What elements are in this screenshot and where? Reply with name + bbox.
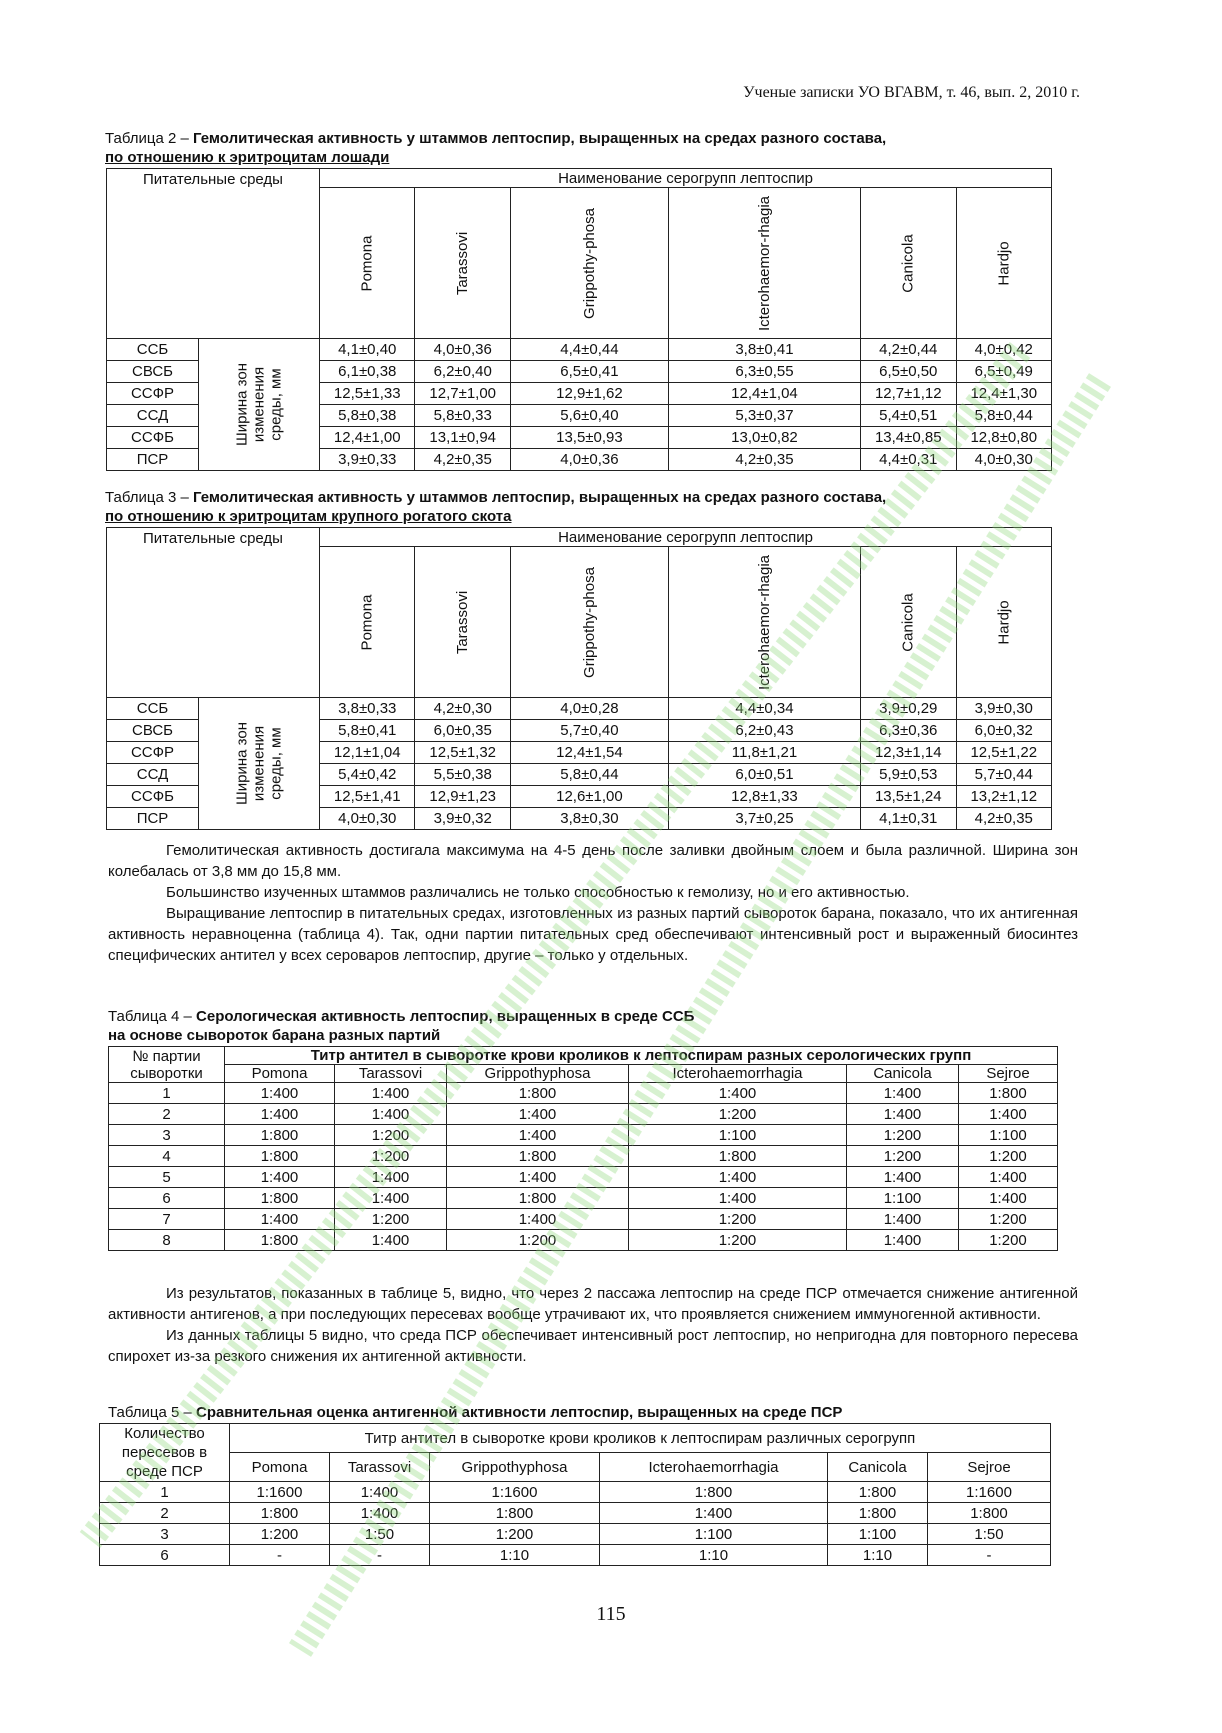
value-cell: 4,2±0,44 bbox=[861, 339, 956, 361]
value-cell: 12,9±1,23 bbox=[415, 786, 510, 808]
row-number-cell: 6 bbox=[109, 1188, 225, 1209]
strain-header bbox=[415, 547, 510, 698]
table3-caption bbox=[105, 488, 886, 526]
row-number-cell: 2 bbox=[100, 1503, 230, 1524]
strain-header: Grippothyphosa bbox=[447, 1065, 629, 1083]
value-cell: 3,9±0,30 bbox=[956, 698, 1052, 720]
paragraph: Из данных таблицы 5 видно, что среда ПСР обеспечивает интенсивный рост лептоспир, но непригодна для повторного пересева спирохет из-за резкого снижения их антигенной активности. bbox=[108, 1327, 1078, 1365]
value-cell: 1:200 bbox=[629, 1230, 847, 1251]
value-cell: 6,2±0,43 bbox=[668, 720, 860, 742]
strain-label: Hardjo bbox=[995, 599, 1013, 645]
medium-cell: СВСБ bbox=[107, 361, 199, 383]
value-cell: 1:10 bbox=[828, 1545, 928, 1566]
value-cell: 1:400 bbox=[225, 1167, 335, 1188]
value-cell: 1:1600 bbox=[230, 1482, 330, 1503]
value-cell: 1:400 bbox=[959, 1188, 1058, 1209]
strain-header: Canicola bbox=[847, 1065, 959, 1083]
value-cell: 12,4±1,04 bbox=[668, 383, 860, 405]
paragraph: Гемолитическая активность достигала максимума на 4-5 день после заливки двойным слоем и была различной. Ширина зон колебалась от 3,8 мм до 15,8 мм. bbox=[108, 842, 1078, 880]
value-cell: 12,7±1,12 bbox=[861, 383, 956, 405]
value-cell: 4,0±0,28 bbox=[510, 698, 668, 720]
value-cell: 4,4±0,31 bbox=[861, 449, 956, 471]
table2-caption-title-2: по отношению к эритроцитам лошади bbox=[105, 149, 390, 166]
value-cell: 1:400 bbox=[335, 1104, 447, 1125]
strain-label: Pomona bbox=[358, 235, 376, 291]
strain-header: Icterohaemorrhagia bbox=[629, 1065, 847, 1083]
strain-label: Grippothy-phosa bbox=[580, 207, 598, 319]
side-label-cell bbox=[199, 698, 320, 830]
value-cell: 4,0±0,36 bbox=[415, 339, 510, 361]
table3-group-header: Наименование серогрупп лептоспир bbox=[320, 528, 1052, 547]
strain-label: Hardjo bbox=[995, 240, 1013, 286]
table-row bbox=[107, 698, 1052, 720]
value-cell: 6,5±0,50 bbox=[861, 361, 956, 383]
value-cell: 1:800 bbox=[629, 1146, 847, 1167]
value-cell: 4,2±0,30 bbox=[415, 698, 510, 720]
value-cell: 4,2±0,35 bbox=[415, 449, 510, 471]
table-row bbox=[100, 1482, 1051, 1503]
value-cell: 1:1600 bbox=[430, 1482, 600, 1503]
value-cell: 4,0±0,36 bbox=[510, 449, 668, 471]
strain-header bbox=[510, 188, 668, 339]
value-cell: 12,4±1,00 bbox=[320, 427, 415, 449]
value-cell: 1:400 bbox=[629, 1188, 847, 1209]
value-cell: 13,2±1,12 bbox=[956, 786, 1052, 808]
value-cell: 1:800 bbox=[447, 1083, 629, 1104]
value-cell: 1:100 bbox=[600, 1524, 828, 1545]
value-cell: 4,0±0,30 bbox=[956, 449, 1052, 471]
value-cell: 5,8±0,44 bbox=[956, 405, 1052, 427]
value-cell: 1:800 bbox=[600, 1482, 828, 1503]
strain-header bbox=[415, 188, 510, 339]
strain-label: Icterohaemor-rhagia bbox=[755, 554, 773, 690]
value-cell: 3,8±0,33 bbox=[320, 698, 415, 720]
table2-caption-title-1: Гемолитическая активность у штаммов лептоспир, выращенных на средах разного состава, bbox=[193, 130, 887, 147]
value-cell: 1:800 bbox=[225, 1188, 335, 1209]
value-cell: 3,9±0,32 bbox=[415, 808, 510, 830]
row-number-cell: 5 bbox=[109, 1167, 225, 1188]
value-cell: 1:400 bbox=[447, 1104, 629, 1125]
value-cell: 1:400 bbox=[225, 1083, 335, 1104]
side-label-cell bbox=[199, 339, 320, 471]
strain-label: Canicola bbox=[899, 233, 917, 293]
strain-label: Canicola bbox=[899, 592, 917, 652]
value-cell: 4,2±0,35 bbox=[668, 449, 860, 471]
table5-caption-title-1: Сравнительная оценка антигенной активности лептоспир, выращенных на среде ПСР bbox=[196, 1404, 843, 1421]
value-cell: - bbox=[928, 1545, 1051, 1566]
value-cell: 1:100 bbox=[847, 1188, 959, 1209]
value-cell: 1:400 bbox=[330, 1482, 430, 1503]
value-cell: 5,6±0,40 bbox=[510, 405, 668, 427]
medium-cell: ПСР bbox=[107, 808, 199, 830]
value-cell: 1:800 bbox=[225, 1125, 335, 1146]
value-cell: 1:400 bbox=[335, 1230, 447, 1251]
value-cell: 6,3±0,55 bbox=[668, 361, 860, 383]
value-cell: 1:400 bbox=[330, 1503, 430, 1524]
value-cell: 13,5±0,93 bbox=[510, 427, 668, 449]
value-cell: 1:800 bbox=[430, 1503, 600, 1524]
value-cell: 1:800 bbox=[447, 1146, 629, 1167]
row-number-cell: 3 bbox=[109, 1125, 225, 1146]
medium-cell: ССФБ bbox=[107, 427, 199, 449]
strain-header bbox=[956, 188, 1052, 339]
value-cell: 4,1±0,31 bbox=[861, 808, 956, 830]
value-cell: - bbox=[330, 1545, 430, 1566]
value-cell: 1:800 bbox=[828, 1503, 928, 1524]
table-row bbox=[109, 1209, 1058, 1230]
value-cell: 6,3±0,36 bbox=[861, 720, 956, 742]
value-cell: 1:200 bbox=[629, 1209, 847, 1230]
value-cell: 1:50 bbox=[330, 1524, 430, 1545]
value-cell: 3,8±0,30 bbox=[510, 808, 668, 830]
side-label: Ширина зон изменения среды, мм bbox=[233, 722, 285, 805]
table4 bbox=[108, 1046, 1058, 1251]
value-cell: 6,0±0,35 bbox=[415, 720, 510, 742]
strain-label: Grippothy-phosa bbox=[580, 566, 598, 678]
value-cell: 1:200 bbox=[847, 1146, 959, 1167]
table2-group-header: Наименование серогрупп лептоспир bbox=[320, 169, 1052, 188]
side-label: Ширина зон изменения среды, мм bbox=[233, 363, 285, 446]
table-row bbox=[100, 1524, 1051, 1545]
value-cell: 1:200 bbox=[335, 1146, 447, 1167]
value-cell: 1:200 bbox=[430, 1524, 600, 1545]
paragraph: Большинство изученных штаммов различались не только способностью к гемолизу, но и его активностью. bbox=[166, 884, 910, 901]
value-cell: 12,6±1,00 bbox=[510, 786, 668, 808]
strain-header: Sejroe bbox=[928, 1453, 1051, 1482]
table3 bbox=[106, 527, 1052, 830]
table-row bbox=[109, 1230, 1058, 1251]
row-number-cell: 8 bbox=[109, 1230, 225, 1251]
value-cell: 12,4±1,54 bbox=[510, 742, 668, 764]
value-cell: 6,0±0,51 bbox=[668, 764, 860, 786]
journal-header: Ученые записки УО ВГАВМ, т. 46, вып. 2, 2010 г. bbox=[743, 84, 1080, 101]
paragraph: Из результатов, показанных в таблице 5, видно, что через 2 пассажа лептоспир на среде ПСР отмечается снижение антигенной активности антигенов, а при последующих пересевах вообще утрачивают их, что проявляется снижением иммуногенной активности. bbox=[108, 1285, 1078, 1323]
row-number-cell: 2 bbox=[109, 1104, 225, 1125]
value-cell: 1:400 bbox=[447, 1167, 629, 1188]
strain-header bbox=[320, 547, 415, 698]
value-cell: 1:400 bbox=[629, 1167, 847, 1188]
table2-caption-prefix: Таблица 2 – bbox=[105, 130, 194, 147]
table2 bbox=[106, 168, 1052, 471]
value-cell: 1:400 bbox=[847, 1104, 959, 1125]
value-cell: 5,4±0,51 bbox=[861, 405, 956, 427]
value-cell: 4,0±0,30 bbox=[320, 808, 415, 830]
strain-header: Tarassovi bbox=[330, 1453, 430, 1482]
value-cell: 1:400 bbox=[335, 1167, 447, 1188]
strain-label: Pomona bbox=[358, 594, 376, 650]
table4-batch-header: № партии сыворотки bbox=[109, 1047, 225, 1083]
strain-header bbox=[668, 188, 860, 339]
table4-caption-title-1: Серологическая активность лептоспир, выращенных в среде ССБ bbox=[196, 1008, 695, 1025]
medium-cell: ССФБ bbox=[107, 786, 199, 808]
value-cell: 1:10 bbox=[600, 1545, 828, 1566]
value-cell: 12,7±1,00 bbox=[415, 383, 510, 405]
strain-header bbox=[510, 547, 668, 698]
table5-group-header: Титр антител в сыворотке крови кроликов к лептоспирам различных серогрупп bbox=[230, 1424, 1051, 1453]
value-cell: 12,5±1,41 bbox=[320, 786, 415, 808]
table-row bbox=[109, 1167, 1058, 1188]
value-cell: 3,9±0,33 bbox=[320, 449, 415, 471]
medium-cell: ССБ bbox=[107, 339, 199, 361]
strain-header bbox=[320, 188, 415, 339]
value-cell: 4,0±0,42 bbox=[956, 339, 1052, 361]
medium-cell: ССФР bbox=[107, 383, 199, 405]
value-cell: 3,9±0,29 bbox=[861, 698, 956, 720]
table4-group-header: Титр антител в сыворотке крови кроликов к лептоспирам разных серологических групп bbox=[225, 1047, 1058, 1065]
row-number-cell: 1 bbox=[100, 1482, 230, 1503]
value-cell: 1:400 bbox=[600, 1503, 828, 1524]
value-cell: 1:1600 bbox=[928, 1482, 1051, 1503]
value-cell: - bbox=[230, 1545, 330, 1566]
value-cell: 13,5±1,24 bbox=[861, 786, 956, 808]
medium-cell: ССД bbox=[107, 764, 199, 786]
medium-cell: ССД bbox=[107, 405, 199, 427]
value-cell: 1:200 bbox=[959, 1146, 1058, 1167]
table4-caption bbox=[108, 1007, 694, 1045]
table3-caption-title-2: по отношению к эритроцитам крупного рогатого скота bbox=[105, 508, 512, 525]
value-cell: 12,1±1,04 bbox=[320, 742, 415, 764]
value-cell: 6,5±0,49 bbox=[956, 361, 1052, 383]
value-cell: 1:800 bbox=[225, 1230, 335, 1251]
strain-header bbox=[956, 547, 1052, 698]
value-cell: 1:400 bbox=[847, 1167, 959, 1188]
table-row bbox=[100, 1503, 1051, 1524]
value-cell: 5,8±0,33 bbox=[415, 405, 510, 427]
value-cell: 3,8±0,41 bbox=[668, 339, 860, 361]
row-number-cell: 6 bbox=[100, 1545, 230, 1566]
value-cell: 1:800 bbox=[230, 1503, 330, 1524]
value-cell: 4,1±0,40 bbox=[320, 339, 415, 361]
table4-caption-prefix: Таблица 4 – bbox=[108, 1008, 197, 1025]
value-cell: 4,2±0,35 bbox=[956, 808, 1052, 830]
table2-media-header: Питательные среды bbox=[107, 169, 320, 339]
value-cell: 5,5±0,38 bbox=[415, 764, 510, 786]
medium-cell: ССФР bbox=[107, 742, 199, 764]
value-cell: 4,4±0,34 bbox=[668, 698, 860, 720]
strain-header: Pomona bbox=[230, 1453, 330, 1482]
table-row bbox=[109, 1104, 1058, 1125]
table5-count-header: Количество пересевов в среде ПСР bbox=[100, 1424, 230, 1482]
value-cell: 5,7±0,40 bbox=[510, 720, 668, 742]
table-row bbox=[109, 1125, 1058, 1146]
paragraph: Выращивание лептоспир в питательных средах, изготовленных из разных партий сывороток барана, показало, что их антигенная активность неравноценна (таблица 4). Так, одни партии питательных сред обеспечивают интенсивный рост и выраженный биосинтез специфических антител у всех сероваров лептоспир, другие – только у отдельных. bbox=[108, 905, 1078, 964]
strain-header: Sejroe bbox=[959, 1065, 1058, 1083]
value-cell: 1:400 bbox=[959, 1167, 1058, 1188]
table5 bbox=[99, 1423, 1051, 1566]
row-number-cell: 7 bbox=[109, 1209, 225, 1230]
value-cell: 1:400 bbox=[629, 1083, 847, 1104]
value-cell: 1:800 bbox=[928, 1503, 1051, 1524]
value-cell: 1:400 bbox=[335, 1083, 447, 1104]
value-cell: 1:10 bbox=[430, 1545, 600, 1566]
value-cell: 1:50 bbox=[928, 1524, 1051, 1545]
table-row bbox=[109, 1188, 1058, 1209]
value-cell: 5,8±0,44 bbox=[510, 764, 668, 786]
table5-caption bbox=[108, 1403, 842, 1422]
value-cell: 6,5±0,41 bbox=[510, 361, 668, 383]
value-cell: 12,8±0,80 bbox=[956, 427, 1052, 449]
value-cell: 12,3±1,14 bbox=[861, 742, 956, 764]
value-cell: 13,1±0,94 bbox=[415, 427, 510, 449]
value-cell: 11,8±1,21 bbox=[668, 742, 860, 764]
value-cell: 4,4±0,44 bbox=[510, 339, 668, 361]
strain-header: Pomona bbox=[225, 1065, 335, 1083]
value-cell: 12,5±1,33 bbox=[320, 383, 415, 405]
body-paragraphs-2 bbox=[108, 1283, 1078, 1367]
value-cell: 1:400 bbox=[225, 1104, 335, 1125]
strain-label: Tarassovi bbox=[454, 590, 472, 654]
value-cell: 1:200 bbox=[335, 1125, 447, 1146]
strain-header: Icterohaemorrhagia bbox=[600, 1453, 828, 1482]
table-row bbox=[109, 1146, 1058, 1167]
value-cell: 3,7±0,25 bbox=[668, 808, 860, 830]
value-cell: 5,3±0,37 bbox=[668, 405, 860, 427]
value-cell: 5,4±0,42 bbox=[320, 764, 415, 786]
value-cell: 5,9±0,53 bbox=[861, 764, 956, 786]
page-number: 115 bbox=[596, 1603, 626, 1625]
table3-caption-prefix: Таблица 3 – bbox=[105, 489, 194, 506]
medium-cell: СВСБ bbox=[107, 720, 199, 742]
value-cell: 1:400 bbox=[847, 1230, 959, 1251]
table-row bbox=[100, 1545, 1051, 1566]
table2-caption bbox=[105, 129, 886, 167]
table-row bbox=[109, 1083, 1058, 1104]
value-cell: 1:400 bbox=[847, 1083, 959, 1104]
value-cell: 1:400 bbox=[959, 1104, 1058, 1125]
table4-caption-title-2: на основе сывороток барана разных партий bbox=[108, 1027, 441, 1044]
medium-cell: ПСР bbox=[107, 449, 199, 471]
table3-caption-title-1: Гемолитическая активность у штаммов лептоспир, выращенных на средах разного состава, bbox=[193, 489, 887, 506]
value-cell: 12,4±1,30 bbox=[956, 383, 1052, 405]
strain-header bbox=[668, 547, 860, 698]
value-cell: 6,0±0,32 bbox=[956, 720, 1052, 742]
value-cell: 1:400 bbox=[447, 1209, 629, 1230]
row-number-cell: 4 bbox=[109, 1146, 225, 1167]
strain-header: Grippothyphosa bbox=[430, 1453, 600, 1482]
value-cell: 1:400 bbox=[335, 1188, 447, 1209]
value-cell: 6,1±0,38 bbox=[320, 361, 415, 383]
value-cell: 13,4±0,85 bbox=[861, 427, 956, 449]
value-cell: 5,8±0,38 bbox=[320, 405, 415, 427]
value-cell: 5,7±0,44 bbox=[956, 764, 1052, 786]
table-row bbox=[107, 339, 1052, 361]
value-cell: 12,9±1,62 bbox=[510, 383, 668, 405]
value-cell: 1:800 bbox=[959, 1083, 1058, 1104]
value-cell: 1:400 bbox=[847, 1209, 959, 1230]
strain-header: Tarassovi bbox=[335, 1065, 447, 1083]
value-cell: 5,8±0,41 bbox=[320, 720, 415, 742]
value-cell: 1:800 bbox=[828, 1482, 928, 1503]
strain-label: Icterohaemor-rhagia bbox=[755, 195, 773, 331]
value-cell: 1:200 bbox=[230, 1524, 330, 1545]
value-cell: 1:400 bbox=[225, 1209, 335, 1230]
value-cell: 12,5±1,22 bbox=[956, 742, 1052, 764]
value-cell: 12,8±1,33 bbox=[668, 786, 860, 808]
strain-header bbox=[861, 188, 956, 339]
value-cell: 1:800 bbox=[225, 1146, 335, 1167]
table5-caption-prefix: Таблица 5 – bbox=[108, 1404, 197, 1421]
value-cell: 1:100 bbox=[629, 1125, 847, 1146]
value-cell: 1:200 bbox=[335, 1209, 447, 1230]
value-cell: 12,5±1,32 bbox=[415, 742, 510, 764]
value-cell: 13,0±0,82 bbox=[668, 427, 860, 449]
strain-header: Canicola bbox=[828, 1453, 928, 1482]
body-paragraphs-1 bbox=[108, 840, 1078, 966]
row-number-cell: 1 bbox=[109, 1083, 225, 1104]
table3-media-header: Питательные среды bbox=[107, 528, 320, 698]
value-cell: 1:200 bbox=[959, 1230, 1058, 1251]
value-cell: 1:200 bbox=[447, 1230, 629, 1251]
value-cell: 1:200 bbox=[629, 1104, 847, 1125]
value-cell: 1:100 bbox=[828, 1524, 928, 1545]
row-number-cell: 3 bbox=[100, 1524, 230, 1545]
value-cell: 1:100 bbox=[959, 1125, 1058, 1146]
strain-header bbox=[861, 547, 956, 698]
value-cell: 1:200 bbox=[959, 1209, 1058, 1230]
value-cell: 6,2±0,40 bbox=[415, 361, 510, 383]
value-cell: 1:400 bbox=[447, 1125, 629, 1146]
value-cell: 1:800 bbox=[447, 1188, 629, 1209]
medium-cell: ССБ bbox=[107, 698, 199, 720]
strain-label: Tarassovi bbox=[454, 231, 472, 295]
value-cell: 1:200 bbox=[847, 1125, 959, 1146]
